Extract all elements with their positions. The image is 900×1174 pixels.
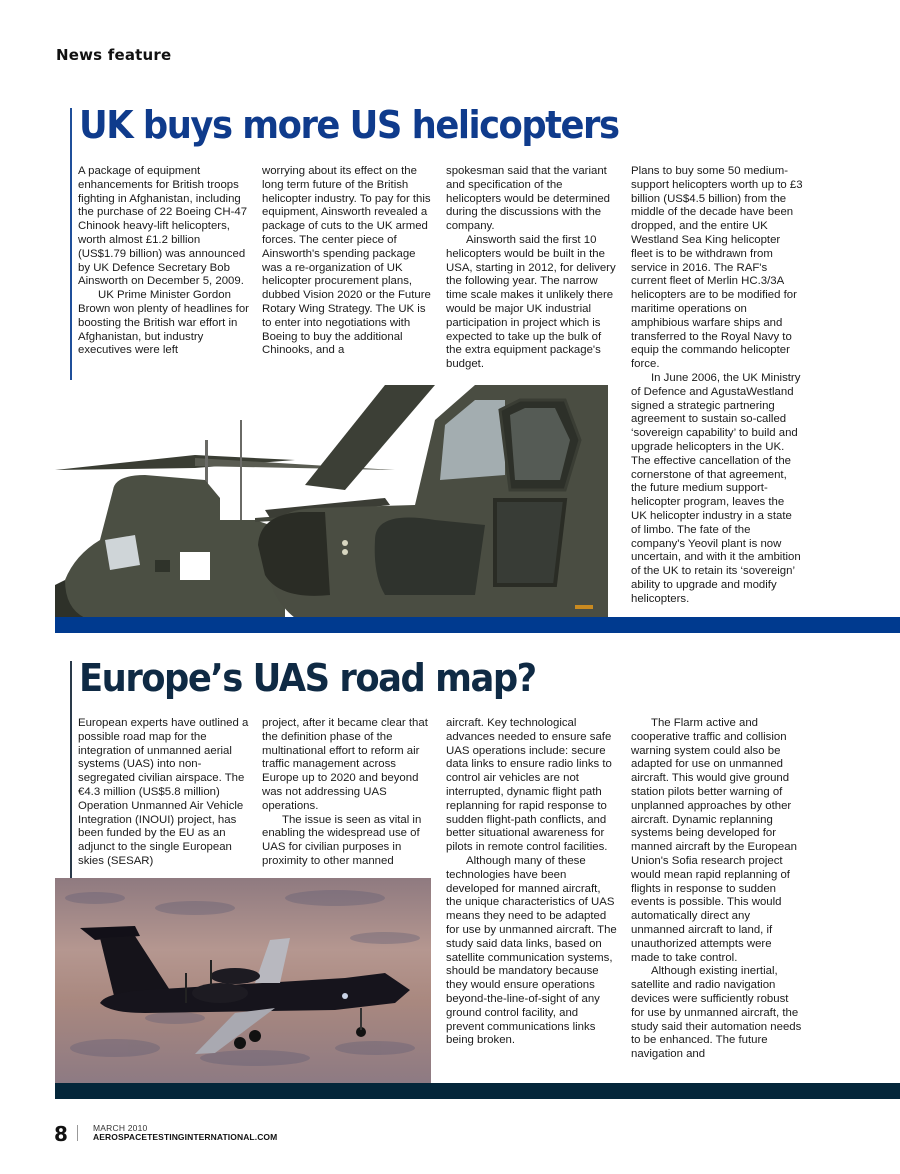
paragraph: Ainsworth said the first 10 helicopters would be built in the USA, starting in 2012, for delivery the following year. The narrow time scale makes it unlikely there would be major UK industrial participation in project which is expected to take up the bulk of the extra equipment package's budget. — [446, 233, 616, 371]
paragraph: In June 2006, the UK Ministry of Defence and AgustaWestland signed a strategic partnering agreement to sustain so-called ‘sovereign capability’ to build and upgrade helicopters in the UK. The effective cancellation of the cornerstone of that agreement, the future medium support-helicopter program, leaves the UK helicopter industry in a state of limbo. The fate of the company's Yeovil plant is now uncertain, and with it the ambition of the UK to retain its ‘sovereign’ ability to upgrade and modify helicopters. — [631, 371, 801, 605]
paragraph: Plans to buy some 50 medium-support helicopters worth up to £3 billion (US$4.5 billion) from the middle of the decade have been dropped, and the entire UK Westland Sea King helicopter fleet is to be withdrawn from service in 2016. The RAF's current fleet of Merlin HC.3/3A helicopters are to be modified for maritime operations on amphibious warfare ships and transferred to the Royal Navy to equip the commando helicopter force. — [631, 165, 803, 371]
paragraph: Although existing inertial, satellite and radio navigation devices were sufficiently robust for use by unmanned aircraft, the study said their automation needs to be enhanced. The future navigation and — [631, 965, 802, 1061]
article1-column-3 — [446, 165, 618, 372]
article1-column-2 — [262, 165, 434, 358]
paragraph: worrying about its effect on the long term future of the British helicopter industry. To pay for this equipment, Ainsworth revealed a package of cuts to the UK armed forces. The center piece of Ainsworth's spending package was a re-organization of UK helicopter procurement plans, dubbed Vision 2020 or the Future Rotary Wing Strategy. The UK is to enter into negotiations with Boeing to buy the additional Chinooks, and a — [262, 165, 431, 357]
footer-divider — [77, 1125, 78, 1141]
paragraph: spokesman said that the variant and specification of the helicopters would be determined during the discussions with the company. — [446, 165, 610, 233]
article1-column-1 — [78, 165, 250, 358]
uas-illustration — [55, 878, 431, 1084]
article1-divider-bar — [55, 617, 900, 633]
paragraph: European experts have outlined a possible road map for the integration of unmanned aerial systems (UAS) into non-segregated civilian airspace. The €4.3 million (US$5.8 million) Operation Unmanned Air Vehicle Integration (INOUI) project, has been funded by the EU as an adjunct to the single European skies (SESAR) — [78, 717, 249, 867]
page-number: 8 — [54, 1122, 68, 1146]
headline-rule — [70, 108, 72, 380]
headline-rule — [70, 661, 72, 879]
paragraph: Although many of these technologies have been developed for manned aircraft, the unique characteristics of UAS means they need to be adapted for use by unmanned aircraft. The study said data links, based on satellite communication systems, should be mandatory because they would ensure operations beyond-the-line-of-sight of any ground control facility, and prevent communications links being broken. — [446, 854, 617, 1047]
uas-aircraft-photo — [55, 878, 431, 1084]
helicopter-photo — [55, 380, 608, 618]
article2-headline: Europe’s UAS road map? — [79, 656, 536, 700]
paragraph: The Flarm active and cooperative traffic and collision warning system could also be adapted for use on unmanned aircraft. This would give ground station pilots better warning of unplanned approaches by other aircraft. Dynamic replanning systems being developed for manned aircraft by the European Union's Sofia research project would mean rapid replanning of flights in response to sudden events is possible. This would automatically direct any unmanned aircraft to land, if unauthorized attempts were made to take control. — [631, 717, 797, 964]
article2-column-1 — [78, 717, 250, 869]
helicopter-illustration — [55, 380, 608, 618]
article1-headline: UK buys more US helicopters — [79, 103, 619, 147]
section-label: News feature — [56, 46, 172, 64]
website-link[interactable]: AEROSPACETESTINGINTERNATIONAL.COM — [93, 1132, 278, 1142]
article2-column-4 — [631, 717, 803, 1062]
article2-column-3 — [446, 717, 618, 1048]
paragraph: The issue is seen as vital in enabling the widespread use of UAS for civilian purposes in proximity to other manned — [262, 813, 422, 867]
paragraph: project, after it became clear that the definition phase of the multinational effort to reform air traffic management across Europe up to 2020 and beyond was not addressing UAS operations. — [262, 717, 428, 812]
issue-date: MARCH 2010 — [93, 1123, 148, 1133]
article2-column-2 — [262, 717, 434, 869]
article1-column-4 — [631, 165, 803, 607]
paragraph: A package of equipment enhancements for British troops fighting in Afghanistan, including the purchase of 22 Boeing CH-47 Chinook heavy-lift helicopters, worth almost £1.2 billion (US$1.79 billion) was announced by UK Defence Secretary Bob Ainsworth on December 5, 2009. — [78, 165, 248, 288]
paragraph: aircraft. Key technological advances needed to ensure safe UAS operations include: secure data links to ensure radio links to control air vehicles are not interrupted, dynamic flight path replanning for rapid response to sudden flight-path conflicts, and better situational awareness for pilots in remote control facilities. — [446, 717, 612, 854]
paragraph: UK Prime Minister Gordon Brown won plenty of headlines for boosting the British war effort in Afghanistan, but industry executives were left — [78, 289, 249, 357]
article2-divider-bar — [55, 1083, 900, 1099]
